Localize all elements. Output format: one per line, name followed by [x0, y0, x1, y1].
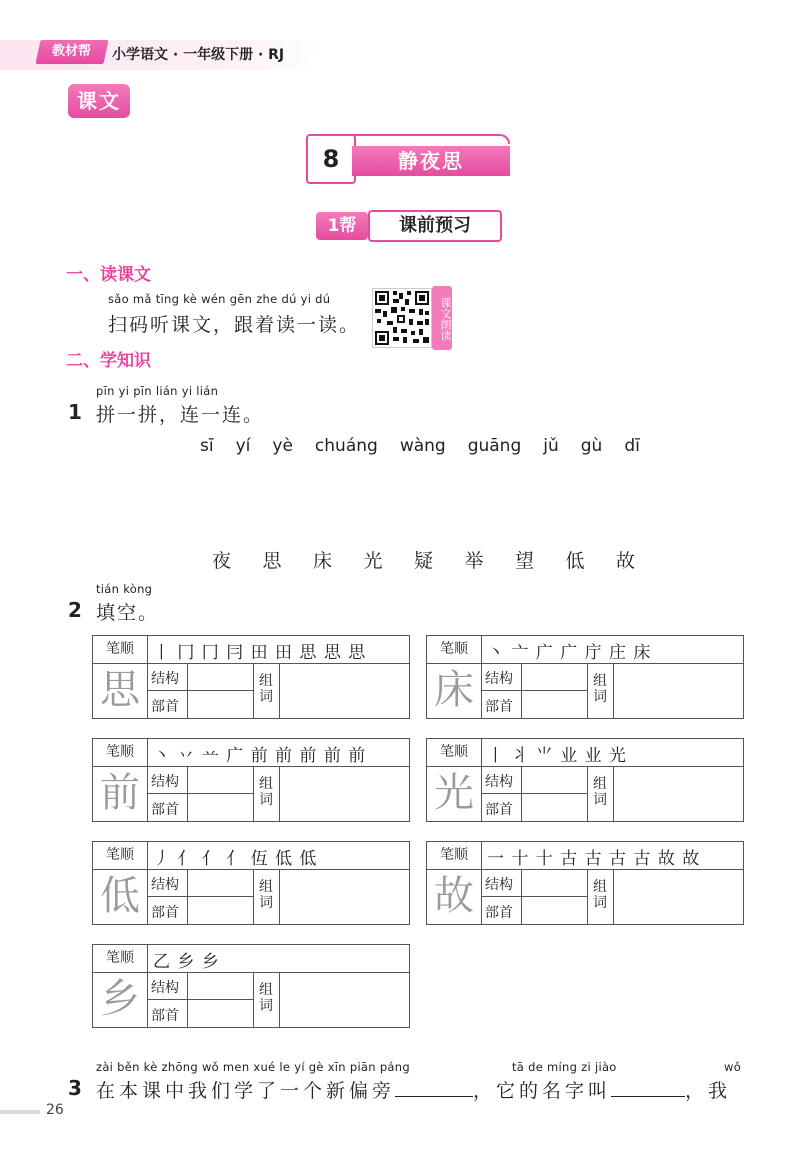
- structure-label: 结构: [151, 980, 179, 996]
- zuci-label: 组词: [259, 776, 273, 808]
- pinyin-item[interactable]: jǔ: [543, 436, 559, 456]
- pinyin-item[interactable]: gù: [580, 436, 603, 456]
- pinyin-item[interactable]: dī: [624, 436, 640, 456]
- stroke-box-chuang: [426, 635, 744, 719]
- q2-text: 填空。: [96, 602, 160, 624]
- structure-label: 结构: [485, 774, 513, 790]
- model-character: 床: [427, 663, 482, 718]
- lesson-number: 8: [306, 134, 356, 184]
- stroke-box-xiang: [92, 944, 410, 1028]
- q3-line: [96, 1076, 731, 1103]
- hanzi-item[interactable]: 望: [515, 550, 535, 572]
- radical-blank[interactable]: [395, 1078, 473, 1097]
- hanzi-item[interactable]: 举: [464, 550, 484, 572]
- pinyin-item[interactable]: yè: [272, 436, 293, 456]
- qr-code-icon[interactable]: [372, 288, 432, 348]
- zuci-label: 组词: [593, 776, 607, 808]
- q2-number: 2: [68, 598, 82, 622]
- part1-heading: 一、读课文: [66, 265, 151, 285]
- q3-pinyin-left: zài běn kè zhōng wǒ men xué le yí gè xīn piān páng: [96, 1060, 410, 1074]
- stroke-order-label: 笔顺: [93, 842, 148, 869]
- q1-hanzi-items: [212, 546, 667, 573]
- model-character: 光: [427, 766, 482, 821]
- q1-pinyin-items: [200, 436, 662, 456]
- zuci-label: 组词: [259, 673, 273, 705]
- zuci-label: 组词: [259, 982, 273, 1014]
- radical-label: 部首: [485, 802, 513, 818]
- radical-label: 部首: [485, 905, 513, 921]
- q3-text-c: ，我: [685, 1080, 732, 1102]
- brand-text: 教材帮: [52, 44, 92, 59]
- stroke-box-di: [92, 841, 410, 925]
- stroke-order-label: 笔顺: [93, 636, 148, 663]
- model-character: 思: [93, 663, 148, 718]
- brand-badge: [35, 40, 108, 64]
- q3-pinyin-mid: tā de míng zi jiào: [512, 1060, 617, 1074]
- stroke-sequence: 一 十 十 古 古 古 古 故 故: [487, 849, 701, 869]
- pinyin-item[interactable]: sī: [200, 436, 214, 456]
- radical-name-blank[interactable]: [611, 1078, 685, 1097]
- structure-label: 结构: [151, 671, 179, 687]
- model-character: 故: [427, 869, 482, 924]
- structure-label: 结构: [151, 774, 179, 790]
- radical-label: 部首: [151, 905, 179, 921]
- book-title: 小学语文 · 一年级下册 · RJ: [112, 47, 285, 63]
- zuci-label: 组词: [593, 673, 607, 705]
- q3-number: 3: [68, 1076, 82, 1100]
- stroke-order-label: 笔顺: [93, 739, 148, 766]
- hanzi-item[interactable]: 疑: [414, 550, 434, 572]
- stroke-box-si: [92, 635, 410, 719]
- q1-pinyin: pīn yi pīn lián yi lián: [96, 384, 219, 398]
- stroke-box-qian: [92, 738, 410, 822]
- zuci-label: 组词: [259, 879, 273, 911]
- page-number-bar: [0, 1110, 40, 1114]
- hanzi-item[interactable]: 低: [565, 550, 585, 572]
- structure-label: 结构: [485, 877, 513, 893]
- pinyin-item[interactable]: yí: [235, 436, 251, 456]
- q1-text: 拼一拼，连一连。: [96, 404, 265, 426]
- stroke-order-label: 笔顺: [93, 945, 148, 972]
- stroke-order-label: 笔顺: [427, 842, 482, 869]
- step-badge: 1帮: [316, 212, 368, 240]
- radical-label: 部首: [151, 802, 179, 818]
- stroke-box-guang: [426, 738, 744, 822]
- lesson-title-frame: [352, 134, 510, 144]
- structure-label: 结构: [151, 877, 179, 893]
- pinyin-item[interactable]: wàng: [399, 436, 446, 456]
- pinyin-item[interactable]: chuáng: [314, 436, 378, 456]
- structure-label: 结构: [485, 671, 513, 687]
- zuci-label: 组词: [593, 879, 607, 911]
- hanzi-item[interactable]: 光: [363, 550, 383, 572]
- lesson-title: 静夜思: [352, 146, 510, 176]
- stroke-sequence: 丨 冂 冂 冃 田 田 思 思 思: [153, 643, 367, 663]
- q2-pinyin: tián kòng: [96, 582, 153, 596]
- radical-label: 部首: [151, 1008, 179, 1024]
- radical-label: 部首: [485, 699, 513, 715]
- hanzi-item[interactable]: 思: [262, 550, 282, 572]
- stroke-sequence: 乙 乡 乡: [153, 952, 220, 972]
- stroke-box-gu: [426, 841, 744, 925]
- qr-tag: 课文朗读: [432, 286, 452, 350]
- part1-text: 扫码听课文，跟着读一读。: [108, 314, 361, 336]
- stroke-sequence: 丶 丷 䒑 广 前 前 前 前 前: [153, 746, 367, 766]
- stroke-sequence: 丶 亠 广 广 庁 庄 床: [487, 643, 652, 663]
- part2-heading: 二、学知识: [66, 351, 151, 371]
- stroke-order-label: 笔顺: [427, 636, 482, 663]
- step-title: 课前预习: [368, 210, 502, 242]
- q1-number: 1: [68, 400, 82, 424]
- model-character: 低: [93, 869, 148, 924]
- stroke-order-label: 笔顺: [427, 739, 482, 766]
- model-character: 前: [93, 766, 148, 821]
- q3-pinyin-right: wǒ: [724, 1060, 742, 1074]
- pinyin-item[interactable]: guāng: [467, 436, 522, 456]
- q3-text-a: 在本课中我们学了一个新偏旁: [96, 1080, 396, 1102]
- hanzi-item[interactable]: 故: [616, 550, 636, 572]
- radical-label: 部首: [151, 699, 179, 715]
- hanzi-item[interactable]: 床: [313, 550, 333, 572]
- stroke-sequence: 丨 丬 ⺌ 业 业 光: [487, 746, 628, 766]
- page-number: 26: [46, 1102, 64, 1118]
- stroke-sequence: 丿 亻 亻 亻 仾 低 低: [153, 849, 318, 869]
- section-label: 课文: [68, 84, 130, 118]
- model-character: 乡: [93, 972, 148, 1027]
- q3-text-b: ，它的名字叫: [473, 1080, 612, 1102]
- part1-pinyin: sǎo mǎ tīng kè wén gēn zhe dú yi dú: [108, 292, 331, 306]
- hanzi-item[interactable]: 夜: [212, 550, 232, 572]
